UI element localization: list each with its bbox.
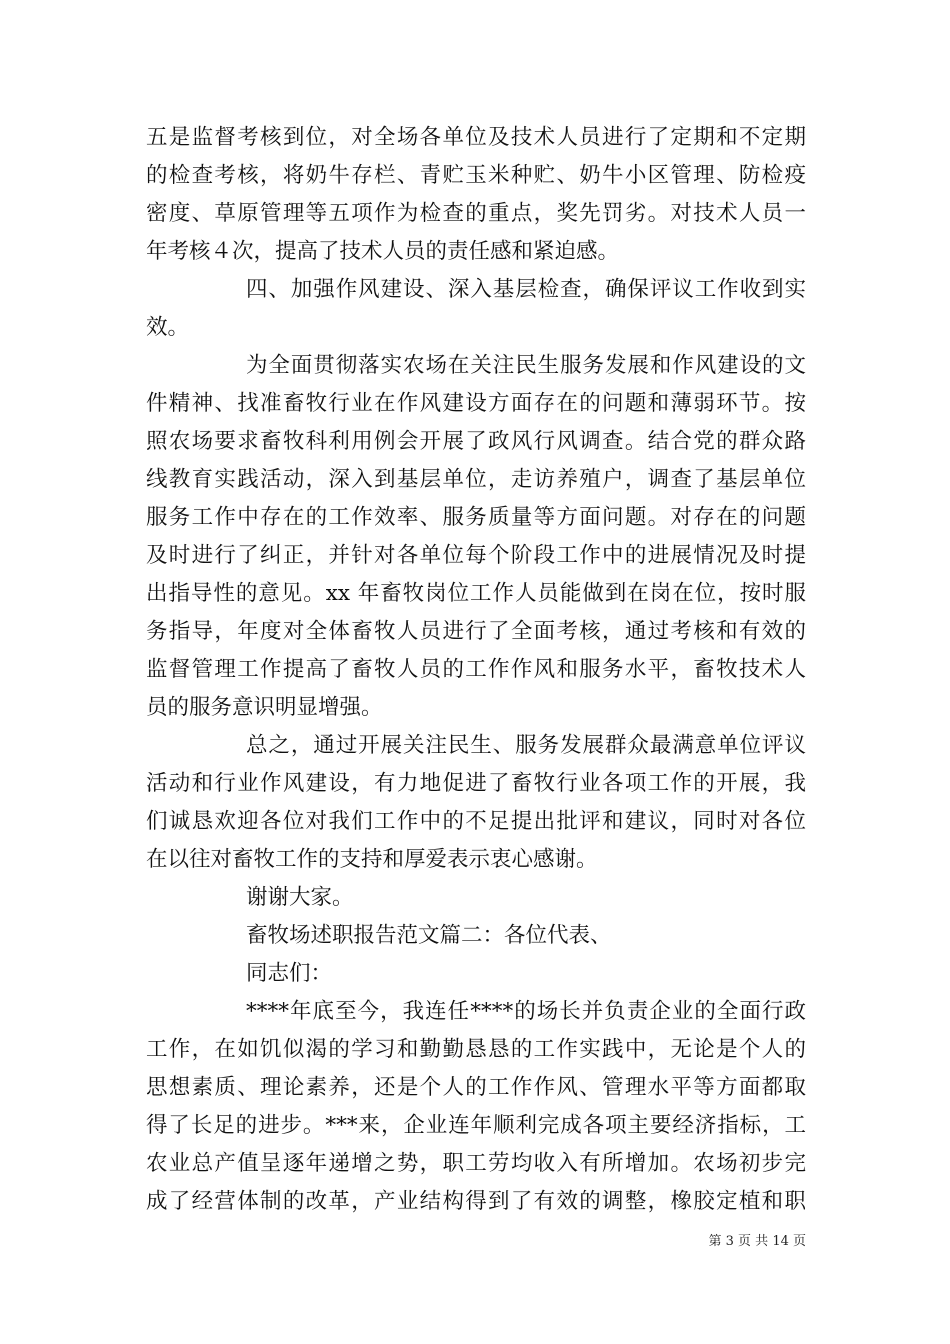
text-line-18: 活动和行业作风建设，有力地促进了畜牧行业各项工作的开展，我 [146,771,806,796]
text-line-11: 服务工作中存在的工作效率、服务质量等方面问题。对存在的问题 [146,505,806,530]
text-line-15: 监督管理工作提高了畜牧人员的工作作风和服务水平，畜牧技术人 [146,657,806,682]
text-line-27: 得了长足的进步。***来，企业连年顺利完成各项主要经济指标，工 [146,1113,806,1138]
text-line-3: 密度、草原管理等五项作为检查的重点，奖先罚劣。对技术人员一 [146,201,806,226]
text-line-14: 务指导，年度对全体畜牧人员进行了全面考核，通过考核和有效的 [146,619,806,644]
text-line-29: 成了经营体制的改革，产业结构得到了有效的调整，橡胶定植和职 [146,1189,806,1214]
text-line-26: 思想素质、理论素养，还是个人的工作作风、管理水平等方面都取 [146,1075,806,1100]
text-line-9: 照农场要求畜牧科利用例会开展了政风行风调查。结合党的群众路 [146,429,806,454]
text-line-20: 在以往对畜牧工作的支持和厚爱表示衷心感谢。 [146,847,598,872]
text-line-12: 及时进行了纠正，并针对各单位每个阶段工作中的进展情况及时提 [146,543,806,568]
text-line-2: 的检查考核，将奶牛存栏、青贮玉米种贮、奶牛小区管理、防检疫 [146,163,806,188]
text-line-thanks: 谢谢大家。 [246,885,354,910]
section-heading-line-2: 效。 [146,315,190,340]
text-line-7: 为全面贯彻落实农场在关注民生服务发展和作风建设的文 [246,353,806,378]
text-line-8: 件精神、找准畜牧行业在作风建设方面存在的问题和薄弱环节。按 [146,391,806,416]
section-heading-line-1: 四、加强作风建设、深入基层检查，确保评议工作收到实 [246,277,806,302]
text-line-salutation: 同志们： [246,961,333,986]
text-line-16: 员的服务意识明显增强。 [146,695,383,720]
text-line-article-two-title: 畜牧场述职报告范文篇二：各位代表、 [246,923,612,948]
text-line-24: ****年底至今，我连任****的场长并负责企业的全面行政 [246,999,806,1024]
text-line-4: 年考核４次，提高了技术人员的责任感和紧迫感。 [146,239,620,264]
text-line-25: 工作，在如饥似渴的学习和勤勤恳恳的工作实践中，无论是个人的 [146,1037,806,1062]
text-line-28: 农业总产值呈逐年递增之势，职工劳均收入有所增加。农场初步完 [146,1151,806,1176]
text-line-10: 线教育实践活动，深入到基层单位，走访养殖户，调查了基层单位 [146,467,806,492]
page-number: 第 3 页 共 14 页 [708,1234,806,1249]
text-line-19: 们诚恳欢迎各位对我们工作中的不足提出批评和建议，同时对各位 [146,809,806,834]
text-line-17: 总之，通过开展关注民生、服务发展群众最满意单位评议 [246,733,806,758]
text-line-13: 出指导性的意见。xx 年畜牧岗位工作人员能做到在岗在位，按时服 [146,581,806,606]
text-line-1: 五是监督考核到位，对全场各单位及技术人员进行了定期和不定期 [146,125,806,150]
